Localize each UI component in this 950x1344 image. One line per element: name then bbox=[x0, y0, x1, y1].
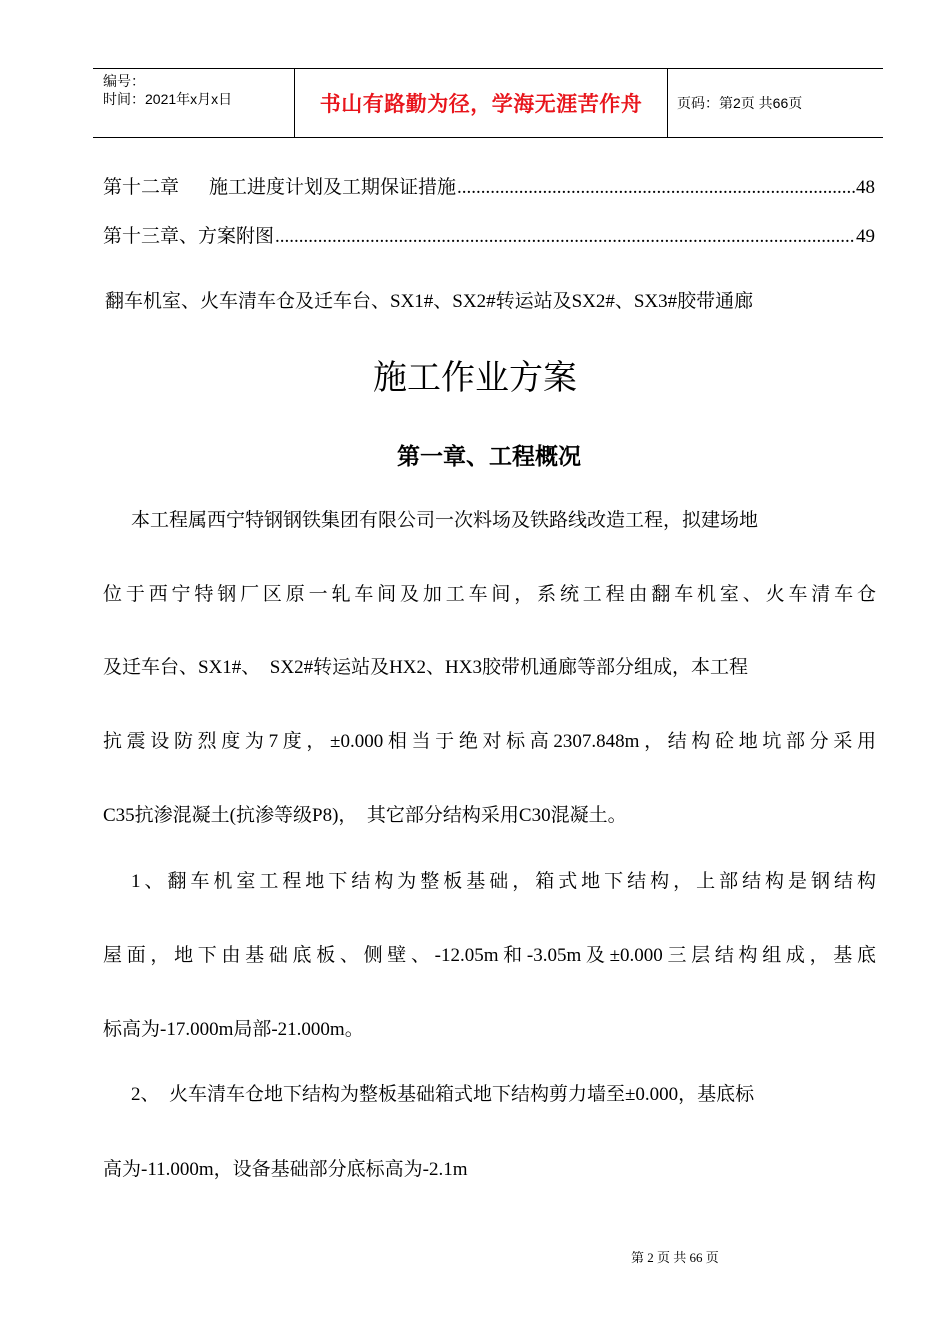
paragraph-line: C35抗渗混凝土(抗渗等级P8)， 其它部分结构采用C30混凝土。 bbox=[103, 805, 627, 826]
toc-page-number: 48 bbox=[856, 177, 875, 198]
toc-chapter: 第十二章 bbox=[103, 177, 180, 198]
paragraph-line: 屋面，地下由基础底板、侧壁、-12.05m和-3.05m及±0.000三层结构组成，基底 bbox=[103, 945, 876, 966]
header-motto: 书山有路勤为径，学海无涯苦作舟 bbox=[295, 69, 668, 137]
toc-entry-13 bbox=[103, 221, 875, 248]
toc-leader-dots bbox=[457, 177, 855, 199]
page-header bbox=[93, 68, 883, 138]
paragraph-line: 标高为-17.000m局部-21.000m。 bbox=[103, 1019, 364, 1040]
paragraph-line: 1、翻车机室工程地下结构为整板基础，箱式地下结构，上部结构是钢结构 bbox=[131, 871, 876, 892]
paragraph-line: 2、 火车清车仓地下结构为整板基础箱式地下结构剪力墙至±0.000，基底标 bbox=[131, 1084, 755, 1105]
toc-entry-12 bbox=[103, 172, 875, 199]
header-page-info: 页码：第2页 共66页 bbox=[677, 95, 803, 111]
paragraph-line: 抗震设防烈度为7度，±0.000相当于绝对标高2307.848m，结构砼地坑部分采用 bbox=[103, 731, 876, 752]
paragraph-line: 位于西宁特钢厂区原一轧车间及加工车间，系统工程由翻车机室、火车清车仓 bbox=[103, 584, 876, 605]
toc-leader-dots bbox=[275, 226, 855, 248]
paragraph-line: 高为-11.000m，设备基础部分底标高为-2.1m bbox=[103, 1159, 468, 1180]
header-meta bbox=[93, 69, 295, 137]
chapter-heading: 第一章、工程概况 bbox=[397, 444, 581, 470]
document-title: 施工作业方案 bbox=[373, 360, 577, 397]
toc-title: 施工进度计划及工期保证措施 bbox=[209, 177, 457, 198]
paragraph-line: 及迁车台、SX1#、 SX2#转运站及HX2、HX3胶带机通廊等部分组成，本工程 bbox=[103, 657, 748, 678]
toc-page-number: 49 bbox=[856, 226, 875, 247]
document-subtitle: 翻车机室、火车清车仓及迁车台、SX1#、SX2#转运站及SX2#、SX3#胶带通廊 bbox=[105, 291, 754, 312]
header-time-label: 时间：2021年x月x日 bbox=[103, 91, 233, 107]
header-number-label: 编号： bbox=[103, 73, 145, 89]
paragraph-line: 本工程属西宁特钢钢铁集团有限公司一次料场及铁路线改造工程，拟建场地 bbox=[131, 510, 759, 531]
toc-chapter: 第十三章、方案附图 bbox=[103, 226, 275, 247]
page-footer: 第 2 页 共 66 页 bbox=[631, 1250, 719, 1265]
